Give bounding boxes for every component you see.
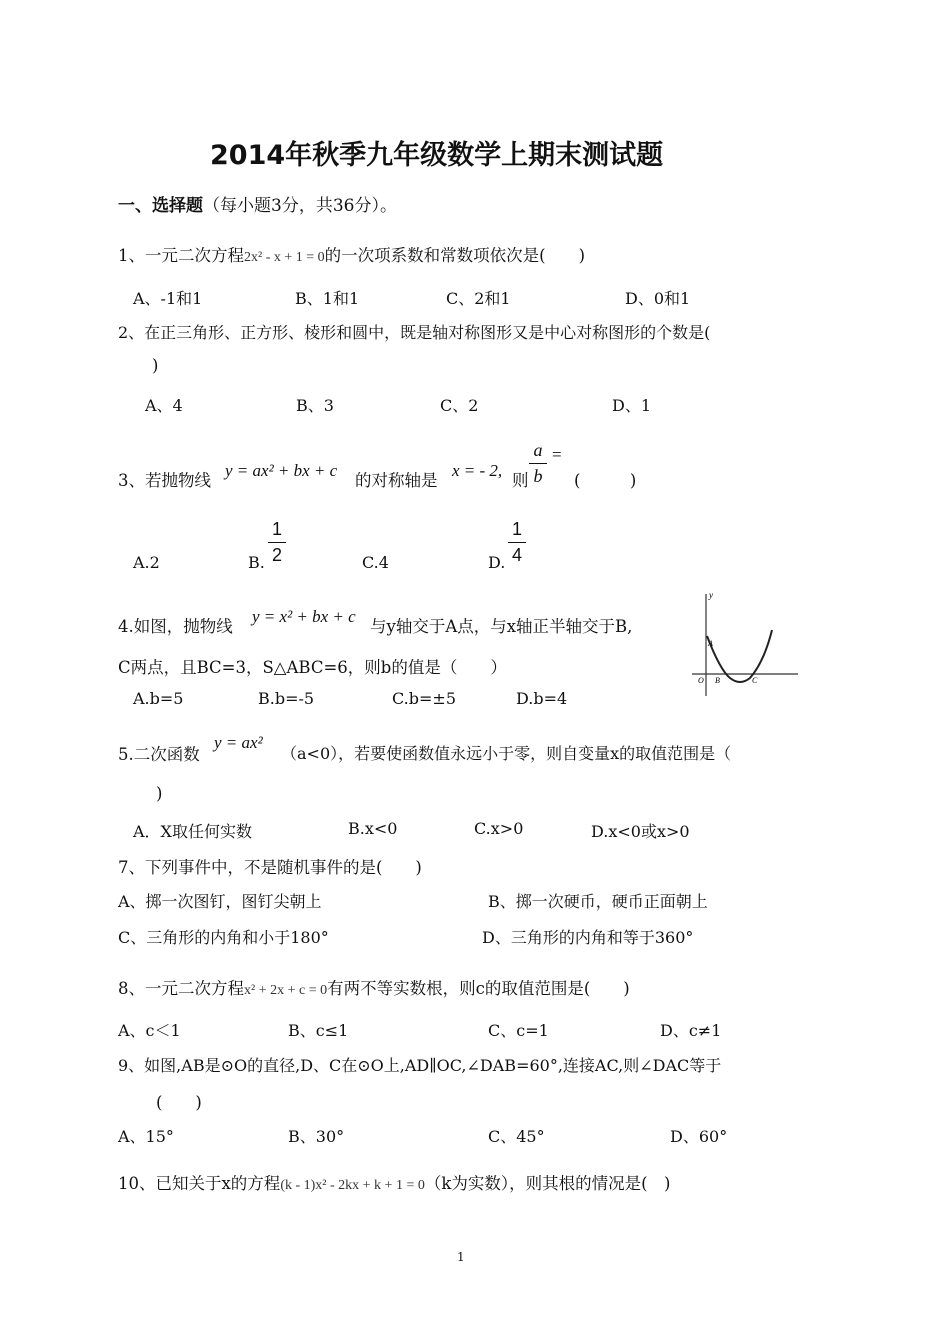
question-1-option-b: B、1和1 bbox=[295, 289, 360, 308]
question-1-option-d: D、0和1 bbox=[625, 289, 691, 308]
label-c: C bbox=[752, 676, 758, 685]
question-3-fraction-numerator: a bbox=[533, 440, 543, 460]
question-3-option-d-denominator: 4 bbox=[511, 545, 522, 565]
question-7-option-d: D、三角形的内角和等于360° bbox=[482, 928, 694, 947]
question-3-fraction-denominator: b bbox=[533, 466, 543, 486]
question-4-formula: y = x² + bx + c bbox=[252, 607, 356, 626]
question-8-option-a: A、c＜1 bbox=[118, 1021, 181, 1040]
question-3-option-d: D. bbox=[488, 553, 506, 572]
question-9-line-1: 9、如图,AB是⊙O的直径,D、C在⊙O上,AD∥OC,∠DAB=60°,连接AC,则∠DAC等于 bbox=[118, 1056, 722, 1075]
question-3-option-d-numerator: 1 bbox=[511, 519, 522, 539]
page-number: 1 bbox=[457, 1250, 465, 1264]
question-9-option-b: B、30° bbox=[288, 1127, 345, 1146]
question-1-formula: 2x² - x + 1 = 0 bbox=[244, 250, 325, 265]
question-8-option-d: D、c≠1 bbox=[660, 1021, 722, 1040]
question-9-line-2: ( ) bbox=[156, 1093, 202, 1112]
question-3-then: 则 bbox=[512, 471, 529, 490]
question-4-option-a: A.b=5 bbox=[133, 689, 184, 708]
question-5-option-d: D.x<0或x>0 bbox=[591, 822, 690, 841]
question-3-option-a: A.2 bbox=[133, 553, 160, 572]
question-8-formula: x² + 2x + c = 0 bbox=[244, 983, 328, 998]
question-4-option-d: D.b=4 bbox=[516, 689, 568, 708]
question-3-option-b-denominator: 2 bbox=[271, 545, 282, 565]
question-1-suffix: 的一次项系数和常数项依次是( ) bbox=[324, 246, 586, 265]
question-9-option-a: A、15° bbox=[118, 1127, 174, 1146]
question-3-formula: y = ax² + bx + c bbox=[225, 461, 338, 480]
question-3-option-b-numerator: 1 bbox=[271, 519, 282, 539]
question-7-option-a: A、掷一次图钉，图钉尖朝上 bbox=[118, 892, 322, 911]
question-2-line-1: 2、在正三角形、正方形、棱形和圆中，既是轴对称图形又是中心对称图形的个数是( bbox=[118, 323, 711, 342]
question-8-suffix: 有两不等实数根，则c的取值范围是( ) bbox=[327, 979, 630, 998]
fraction-bar bbox=[268, 542, 286, 543]
question-2-option-a: A、4 bbox=[145, 396, 183, 415]
question-2-line-2: ) bbox=[152, 356, 159, 375]
question-5-option-b: B.x<0 bbox=[348, 819, 398, 838]
question-3-formula-axis: x = - 2, bbox=[452, 461, 503, 480]
question-3-equals: = bbox=[552, 445, 562, 464]
question-3-paren: ( ) bbox=[574, 471, 637, 490]
question-7: 7、下列事件中，不是随机事件的是( ) bbox=[118, 858, 422, 877]
question-10-suffix: （k为实数），则其根的情况是( ) bbox=[424, 1174, 671, 1193]
question-5-formula: y = ax² bbox=[214, 733, 263, 752]
question-3-option-b: B. bbox=[248, 553, 265, 572]
question-8-option-b: B、c≤1 bbox=[288, 1021, 349, 1040]
question-1-option-a: A、-1和1 bbox=[133, 289, 203, 308]
question-5-line-2: ) bbox=[156, 784, 163, 803]
question-3-mid: 的对称轴是 bbox=[355, 471, 438, 490]
label-a: A bbox=[708, 639, 713, 648]
question-3-fraction bbox=[529, 440, 547, 487]
label-y: y bbox=[709, 590, 713, 600]
question-8 bbox=[118, 975, 630, 999]
question-1 bbox=[118, 242, 585, 266]
question-8-prefix: 8、一元二次方程 bbox=[118, 979, 244, 998]
question-3-option-c: C.4 bbox=[362, 553, 389, 572]
question-5-suffix: （a<0），若要使函数值永远小于零，则自变量x的取值范围是（ bbox=[281, 744, 732, 763]
question-5-option-a: A．X取任何实数 bbox=[133, 822, 252, 841]
question-2-option-b: B、3 bbox=[296, 396, 334, 415]
question-10-prefix: 10、已知关于x的方程 bbox=[118, 1174, 281, 1193]
question-4-line-2: C两点，且BC=3，S△ABC=6，则b的值是（ ） bbox=[118, 658, 507, 677]
question-5-prefix: 5.二次函数 bbox=[118, 745, 200, 764]
question-4-option-b: B.b=-5 bbox=[258, 689, 315, 708]
question-1-option-c: C、2和1 bbox=[446, 289, 511, 308]
question-4-suffix: 与y轴交于A点，与x轴正半轴交于B, bbox=[370, 617, 633, 636]
question-5-option-c: C.x>0 bbox=[474, 819, 524, 838]
parabola-graph bbox=[688, 588, 803, 700]
page-title: 2014年秋季九年级数学上期末测试题 bbox=[210, 140, 664, 171]
question-3-option-d-fraction bbox=[508, 519, 526, 566]
fraction-bar bbox=[508, 542, 526, 543]
question-7-option-c: C、三角形的内角和小于180° bbox=[118, 928, 329, 947]
question-10 bbox=[118, 1170, 670, 1194]
section-heading bbox=[118, 191, 397, 216]
question-2-option-d: D、1 bbox=[612, 396, 652, 415]
fraction-bar bbox=[529, 463, 547, 464]
question-7-option-b: B、掷一次硬币，硬币正面朝上 bbox=[488, 892, 708, 911]
question-10-formula: (k - 1)x² - 2kx + k + 1 = 0 bbox=[280, 1178, 425, 1193]
question-4-prefix: 4.如图，抛物线 bbox=[118, 617, 233, 636]
question-8-option-c: C、c=1 bbox=[488, 1021, 549, 1040]
question-9-option-c: C、45° bbox=[488, 1127, 545, 1146]
question-3-option-b-fraction bbox=[268, 519, 286, 566]
section-heading-label: 一、选择题 bbox=[118, 196, 203, 216]
label-b: B bbox=[715, 676, 720, 685]
question-1-prefix: 1、一元二次方程 bbox=[118, 246, 244, 265]
question-9-option-d: D、60° bbox=[670, 1127, 728, 1146]
question-2-option-c: C、2 bbox=[440, 396, 479, 415]
section-heading-note: （每小题3分，共36分）。 bbox=[203, 196, 397, 216]
question-3-prefix: 3、若抛物线 bbox=[118, 471, 211, 490]
question-4-option-c: C.b=±5 bbox=[392, 689, 456, 708]
label-o: O bbox=[698, 676, 704, 685]
